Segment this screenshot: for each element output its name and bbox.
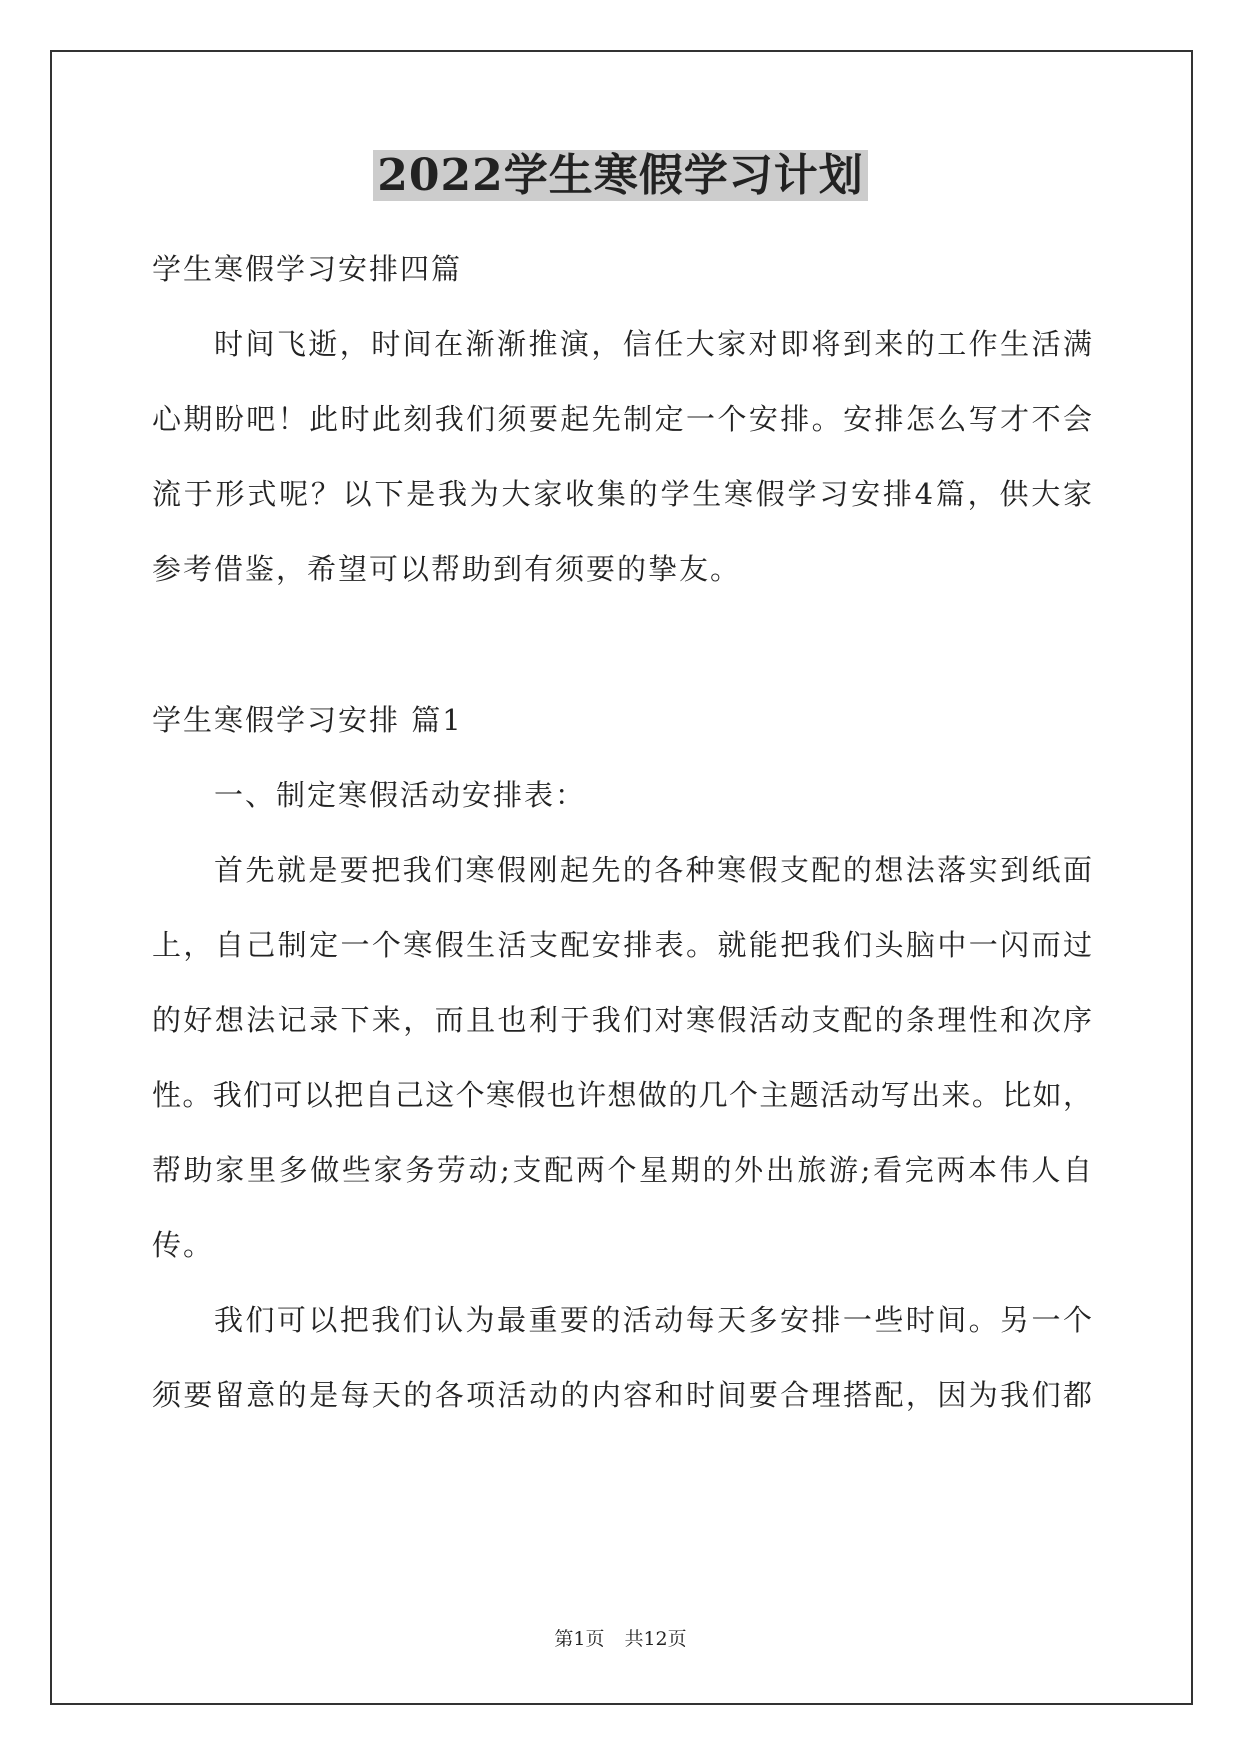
paragraph-line: 我们可以把我们认为最重要的活动每天多安排一些时间。另一个 [214, 1303, 1092, 1337]
page-total: 共12页 [624, 1628, 687, 1650]
paragraph-line: 传。 [152, 1228, 215, 1262]
paragraph-line: 须要留意的是每天的各项活动的内容和时间要合理搭配，因为我们都 [152, 1378, 1092, 1412]
item-heading: 一、制定寒假活动安排表： [214, 778, 587, 812]
paragraph-line: 上，自己制定一个寒假生活支配安排表。就能把我们头脑中一闪而过 [152, 928, 1092, 962]
paragraph-line: 帮助家里多做些家务劳动;支配两个星期的外出旅游;看完两本伟人自 [152, 1153, 1092, 1187]
page-footer [0, 1627, 1241, 1651]
paragraph-line: 的好想法记录下来，而且也利于我们对寒假活动支配的条理性和次序 [152, 1003, 1092, 1037]
intro-line: 流于形式呢？以下是我为大家收集的学生寒假学习安排4篇，供大家 [152, 477, 1092, 511]
subtitle: 学生寒假学习安排四篇 [152, 252, 463, 286]
intro-line: 参考借鉴，希望可以帮助到有须要的挚友。 [152, 552, 742, 586]
intro-line: 时间飞逝，时间在渐渐推演，信任大家对即将到来的工作生活满 [214, 327, 1092, 361]
section-heading: 学生寒假学习安排 篇1 [152, 703, 463, 737]
paragraph-line: 首先就是要把我们寒假刚起先的各种寒假支配的想法落实到纸面 [214, 853, 1092, 887]
document-title-text: 2022学生寒假学习计划 [373, 150, 867, 201]
page-number: 第1页 [554, 1628, 605, 1650]
intro-line: 心期盼吧！此时此刻我们须要起先制定一个安排。安排怎么写才不会 [152, 402, 1092, 436]
document-body [152, 232, 1092, 1433]
spacer [152, 607, 1092, 683]
paragraph-line: 性。我们可以把自己这个寒假也许想做的几个主题活动写出来。比如， [152, 1078, 1092, 1112]
document-title [0, 148, 1241, 204]
